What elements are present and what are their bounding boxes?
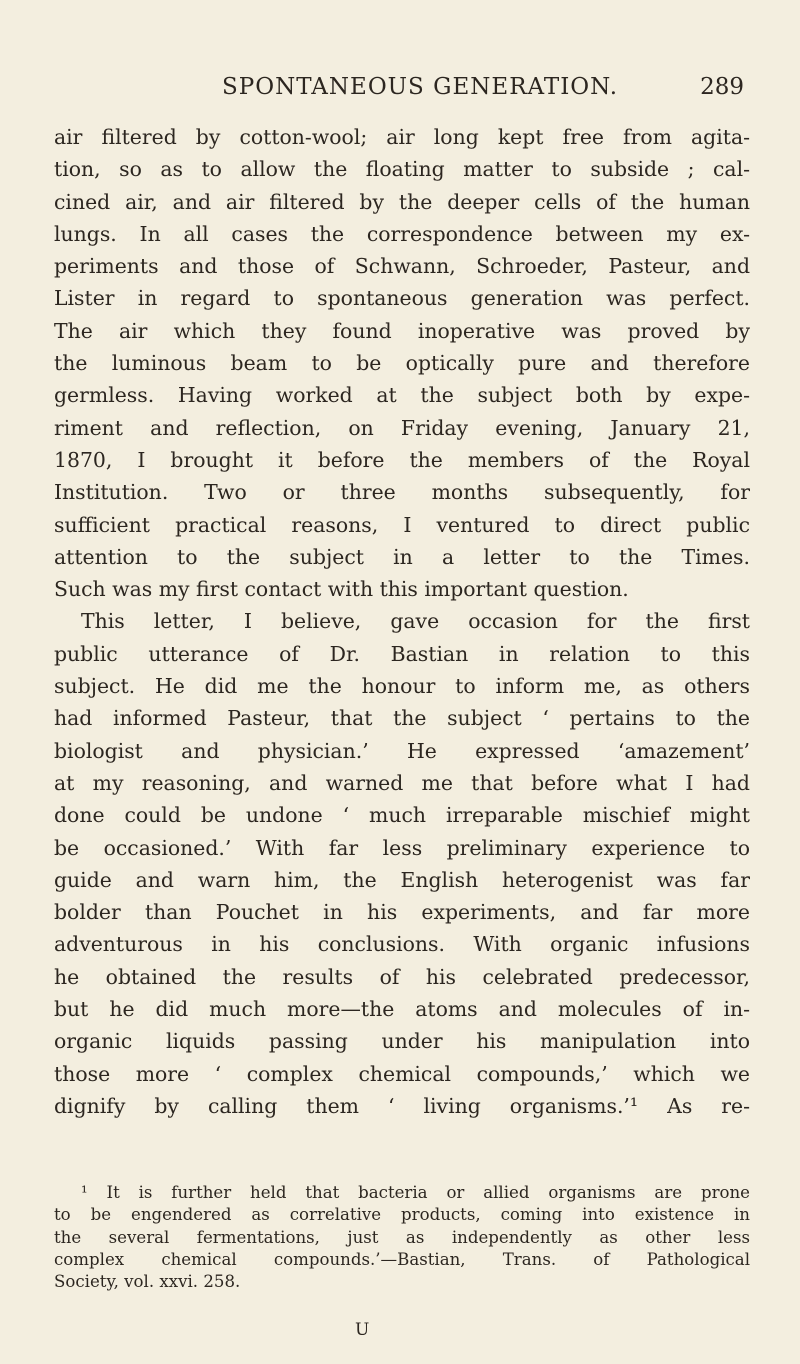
text-line: done could be undone ‘ much irreparable mischief might	[54, 803, 750, 828]
signature-mark: U	[355, 1320, 370, 1340]
body-text	[54, 121, 750, 1122]
running-head	[222, 74, 744, 108]
text-line: at my reasoning, and warned me that before what I had	[54, 770, 750, 795]
footnote-line: the several fermentations, just as independently as other less	[54, 1227, 750, 1247]
footnote-line: complex chemical compounds.’—Bastian, Trans. of Pathological	[54, 1249, 750, 1269]
text-line: dignify by calling them ‘ living organisms.’¹ As re-	[54, 1093, 750, 1118]
text-line: public utterance of Dr. Bastian in relation to this	[54, 641, 750, 666]
text-line: had informed Pasteur, that the subject ‘ pertains to the	[54, 706, 750, 731]
page-number: 289	[700, 74, 744, 100]
text-line: he obtained the results of his celebrated predecessor,	[54, 964, 750, 989]
text-line: those more ‘ complex chemical compounds,’ which we	[54, 1061, 750, 1086]
text-line: but he did much more—the atoms and molecules of in-	[54, 997, 750, 1022]
text-line: cined air, and air filtered by the deeper cells of the human	[54, 189, 750, 214]
text-line: 1870, I brought it before the members of the Royal	[54, 447, 750, 472]
text-line: germless. Having worked at the subject both by expe-	[54, 383, 750, 408]
text-line: Such was my first contact with this important question.	[54, 577, 629, 602]
text-line: lungs. In all cases the correspondence between my ex-	[54, 221, 750, 246]
text-line: bolder than Pouchet in his experiments, and far more	[54, 900, 750, 925]
footnote-line: ¹ It is further held that bacteria or allied organisms are prone	[81, 1183, 750, 1202]
footnote-line: Society, vol. xxvi. 258.	[54, 1272, 241, 1292]
text-line: organic liquids passing under his manipulation into	[54, 1029, 750, 1054]
text-line: Lister in regard to spontaneous generation was perfect.	[54, 286, 750, 311]
text-line: This letter, I believe, gave occasion for the first	[81, 609, 750, 634]
running-title: SPONTANEOUS GENERATION.	[222, 74, 619, 100]
text-line: sufficient practical reasons, I ventured to direct public	[54, 512, 750, 537]
text-line: attention to the subject in a letter to the Times.	[54, 544, 750, 569]
text-line: adventurous in his conclusions. With organic infusions	[54, 932, 750, 957]
text-line: subject. He did me the honour to inform me, as others	[54, 674, 750, 699]
text-line: biologist and physician.’ He expressed ‘amazement’	[54, 738, 750, 763]
text-line: the luminous beam to be optically pure and therefore	[54, 351, 750, 376]
text-line: tion, so as to allow the floating matter to subside ; cal-	[54, 157, 750, 182]
text-line: guide and warn him, the English heterogenist was far	[54, 867, 750, 892]
footnote-line: to be engendered as correlative products, coming into existence in	[54, 1205, 750, 1225]
text-line: The air which they found inoperative was proved by	[54, 318, 750, 343]
text-line: air filtered by cotton-wool; air long kept free from agita-	[54, 125, 750, 149]
text-line: Institution. Two or three months subsequently, for	[54, 480, 750, 505]
text-line: periments and those of Schwann, Schroeder, Pasteur, and	[54, 254, 750, 279]
text-line: riment and reflection, on Friday evening, January 21,	[54, 415, 750, 440]
footnote	[54, 1182, 750, 1293]
text-line: be occasioned.’ With far less preliminary experience to	[54, 835, 750, 860]
